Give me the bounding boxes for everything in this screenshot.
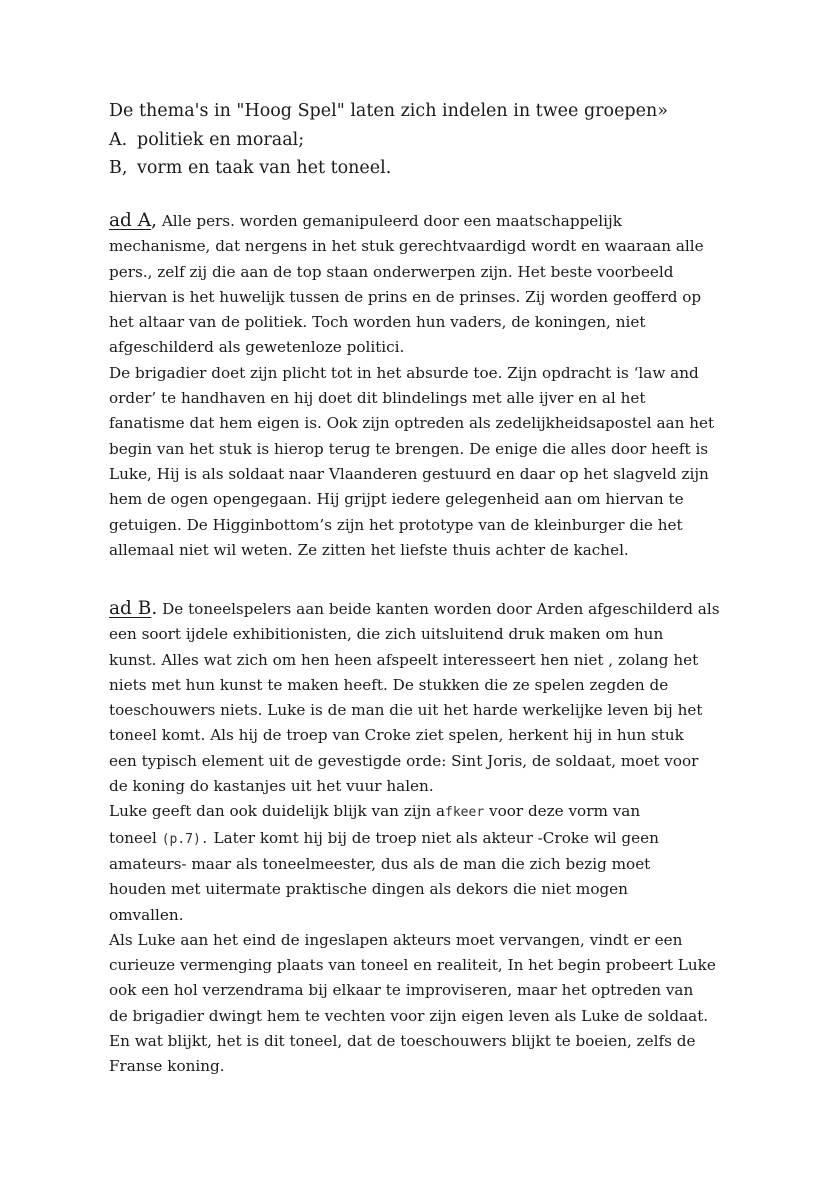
paragraph-line: omvallen. xyxy=(109,905,184,924)
section-heading-b: ad B xyxy=(109,598,152,619)
paragraph-line: toneel komt. Als hij de troep van Croke ziet spelen, herkent hij in hun stuk xyxy=(109,726,684,745)
heading-punct: . xyxy=(151,598,158,619)
paragraph-line: een typisch element uit de gevestigde orde: Sint Joris, de soldaat, moet voor xyxy=(109,751,699,770)
paragraph-line: En wat blijkt, het is dit toneel, dat de toeschouwers blijkt te boeien, zelfs de xyxy=(109,1032,696,1051)
section-b xyxy=(109,596,789,1080)
paragraph-line: de brigadier dwingt hem te vechten voor zijn eigen leven als Luke de soldaat. xyxy=(109,1006,709,1025)
paragraph-line: houden met uitermate praktische dingen als dekors die niet mogen xyxy=(109,880,628,899)
paragraph-line: een soort ijdele exhibitionisten, die zich uitsluitend druk maken om hun xyxy=(109,625,664,644)
item-text: politiek en moraal; xyxy=(137,129,305,150)
intro-item-b xyxy=(109,154,668,183)
intro-lead: De thema's in "Hoog Spel" laten zich indelen in twee groepen» xyxy=(109,101,668,121)
paragraph-line: getuigen. De Higginbottom’s zijn het prototype van de kleinburger die het xyxy=(109,515,683,534)
section-a xyxy=(109,208,789,563)
line-text: voor deze vorm van xyxy=(484,802,641,821)
paragraph-line xyxy=(109,208,789,234)
paragraph-line: hiervan is het huwelijk tussen de prins en de prinses. Zij worden geofferd op xyxy=(109,287,702,306)
paragraph-line: niets met hun kunst te maken heeft. De stukken die ze spelen zegden de xyxy=(109,675,669,694)
paragraph-line: amateurs- maar als toneelmeester, dus als de man die zich bezig moet xyxy=(109,854,651,873)
section-heading-a: ad A xyxy=(109,210,152,231)
paragraph-line xyxy=(109,799,789,825)
paragraph-line: pers., zelf zij die aan de top staan onderwerpen zijn. Het beste voorbeeld xyxy=(109,262,674,281)
item-letter: A. xyxy=(109,129,128,150)
paragraph-line xyxy=(109,596,789,622)
paragraph-line: afgeschilderd als gewetenloze politici. xyxy=(109,338,405,357)
paragraph-line: mechanisme, dat nergens in het stuk gerechtvaardigd wordt en waaraan alle xyxy=(109,237,704,256)
line-text: Alle pers. worden gemanipuleerd door een maatschappelijk xyxy=(157,212,622,230)
paragraph-line: allemaal niet wil weten. Ze zitten het liefste thuis achter de kachel. xyxy=(109,540,629,559)
paragraph-line: de koning do kastanjes uit het vuur halen. xyxy=(109,777,434,796)
intro-item-a xyxy=(109,126,668,155)
line-text: toneel xyxy=(109,828,162,847)
paragraph-line: De brigadier doet zijn plicht tot in het absurde toe. Zijn opdracht is ‘law and xyxy=(109,363,699,382)
typewriter-text: fkeer xyxy=(445,805,485,821)
paragraph-line: order’ te handhaven en hij doet dit blindelings met alle ijver en al het xyxy=(109,389,646,408)
item-letter: B, xyxy=(109,158,128,178)
paragraph-line: curieuze vermenging plaats van toneel en realiteit, In het begin probeert Luke xyxy=(109,956,716,975)
paragraph-line: toeschouwers niets. Luke is de man die uit het harde werkelijke leven bij het xyxy=(109,701,703,720)
paragraph-line: ook een hol verzendrama bij elkaar te improviseren, maar het optreden van xyxy=(109,981,694,1000)
paragraph-line: fanatisme dat hem eigen is. Ook zijn optreden als zedelijkheidsapostel aan het xyxy=(109,414,715,433)
paragraph-line: het altaar van de politiek. Toch worden hun vaders, de koningen, niet xyxy=(109,313,646,332)
paragraph-line: Franse koning. xyxy=(109,1057,225,1076)
paragraph-line: Luke, Hij is als soldaat naar Vlaanderen gestuurd en daar op het slagveld zijn xyxy=(109,464,709,483)
paragraph-line xyxy=(109,826,789,852)
line-text: De toneelspelers aan beide kanten worden door Arden afgeschilderd als xyxy=(157,600,720,618)
item-text: vorm en taak van het toneel. xyxy=(137,158,392,178)
paragraph-line: Als Luke aan het eind de ingeslapen akteurs moet vervangen, vindt er een xyxy=(109,930,683,949)
line-text: Luke geeft dan ook duidelijk blijk van zijn a xyxy=(109,802,446,821)
paragraph-line: hem de ogen opengegaan. Hij grijpt iedere gelegenheid aan om hiervan te xyxy=(109,490,684,509)
line-text: Later komt hij bij de troep niet als akteur -Croke wil geen xyxy=(208,828,659,847)
paragraph-line: kunst. Alles wat zich om hen heen afspeelt interesseert hen niet , zolang het xyxy=(109,650,699,669)
paragraph-line: begin van het stuk is hierop terug te brengen. De enige die alles door heeft is xyxy=(109,439,709,458)
heading-punct: , xyxy=(151,210,158,231)
page-reference: (p.7). xyxy=(161,831,209,847)
intro-block xyxy=(109,97,668,183)
